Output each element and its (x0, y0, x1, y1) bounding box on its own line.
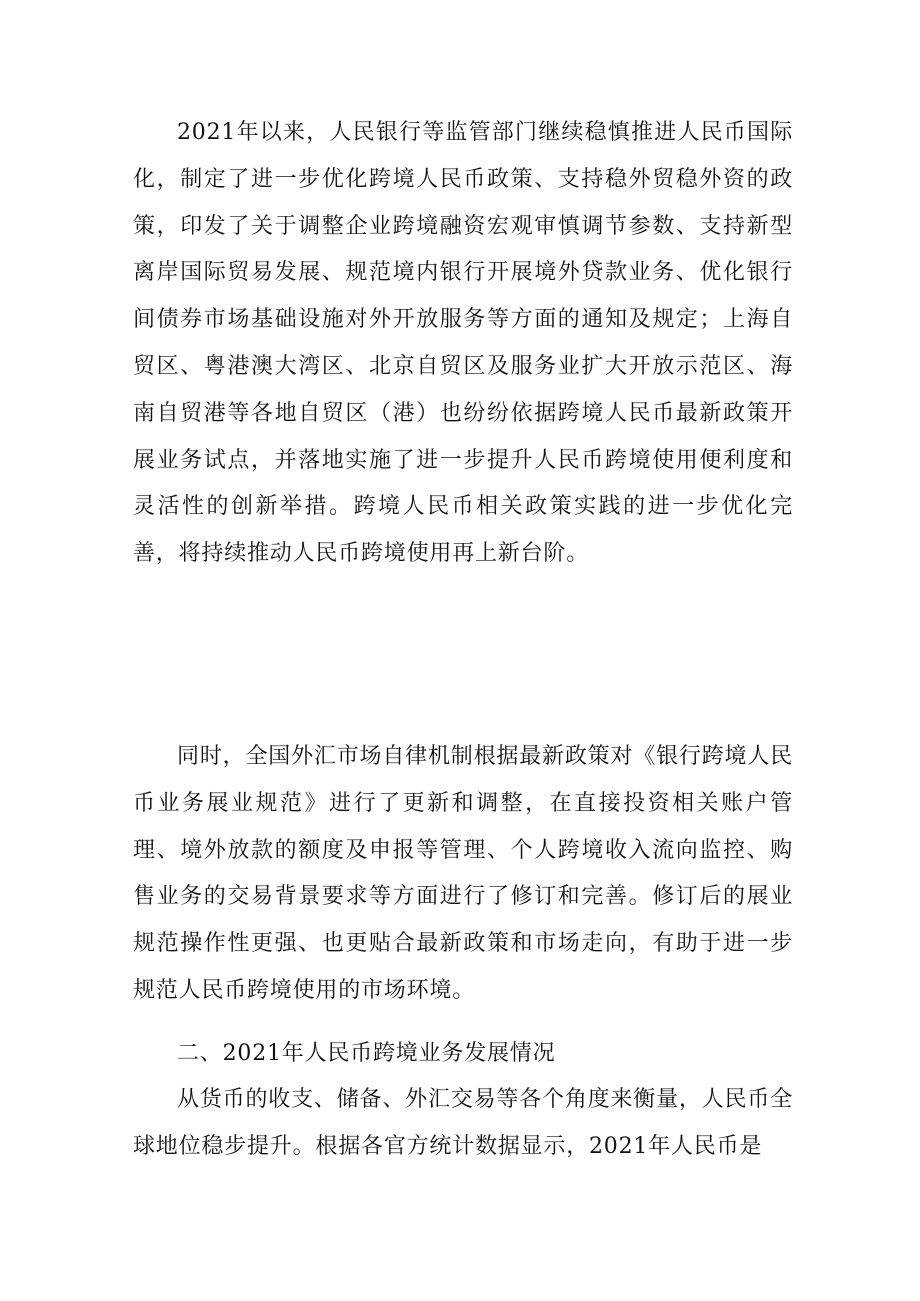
paragraph-self-regulation: 同时，全国外汇市场自律机制根据最新政策对《银行跨境人民币业务展业规范》进行了更新和调整，在直接投资相关账户管理、境外放款的额度及申报等管理、个人跨境收入流向监控、购售业务的交易背景要求等方面进行了修订和完善。修订后的展业规范操作性更强、也更贴合最新政策和市场走向，有助于进一步规范人民币跨境使用的市场环境。 (133, 744, 793, 1003)
paragraph-global-status: 从货币的收支、储备、外汇交易等各个角度来衡量，人民币全球地位稳步提升。根据各官方统计数据显示，2021年人民币是 (133, 1087, 793, 1159)
section-heading: 二、2021年人民币跨境业务发展情况 (177, 1041, 556, 1066)
paragraph-policy-overview: 2021年以来，人民银行等监管部门继续稳慎推进人民币国际化，制定了进一步优化跨境人民币政策、支持稳外贸稳外资的政策，印发了关于调整企业跨境融资宏观审慎调节参数、支持新型离岸国际贸易发展、规范境内银行开展境外贷款业务、优化银行间债券市场基础设施对外开放服务等方面的通知及规定；上海自贸区、粤港澳大湾区、北京自贸区及服务业扩大开放示范区、海南自贸港等各地自贸区（港）也纷纷依据跨境人民币最新政策开展业务试点，并落地实施了进一步提升人民币跨境使用便利度和灵活性的创新举措。跨境人民币相关政策实践的进一步优化完善，将持续推动人民币跨境使用再上新台阶。 (133, 120, 793, 567)
